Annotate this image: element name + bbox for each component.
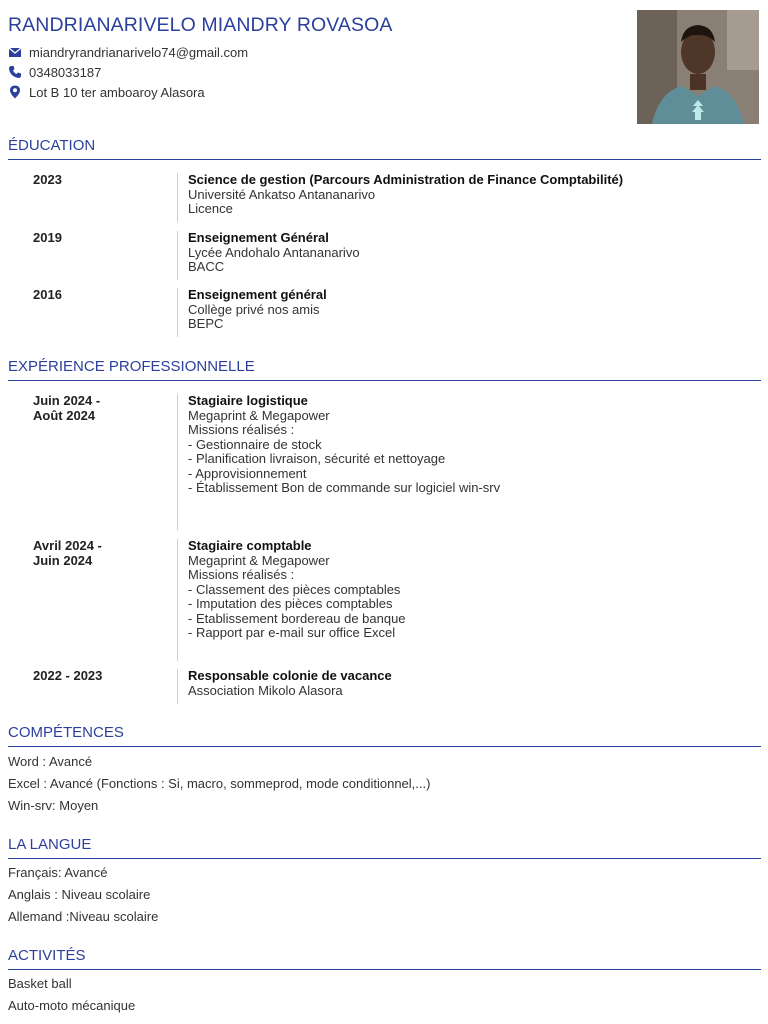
entry-divider	[177, 288, 178, 337]
location-pin-icon	[8, 85, 22, 99]
section-title-languages: LA LANGUE	[8, 835, 761, 859]
entry-title: Stagiaire comptable	[188, 538, 312, 553]
section-title-education: ÉDUCATION	[8, 136, 761, 160]
phone-row	[8, 62, 248, 82]
list-item: Basket ball	[8, 976, 72, 991]
entry-date: 2016	[33, 287, 62, 302]
entry-line: Lycée Andohalo Antananarivo	[188, 244, 360, 260]
entry-date: Avril 2024 - Juin 2024	[33, 538, 102, 568]
contact-info	[8, 42, 248, 102]
entry-date: 2022 - 2023	[33, 668, 103, 683]
address-text: Lot B 10 ter amboaroy Alasora	[29, 84, 205, 100]
entry-date: 2019	[33, 230, 62, 245]
entry-line: Université Ankatso Antananarivo	[188, 186, 376, 202]
list-item: Français: Avancé	[8, 865, 108, 880]
section-title-skills: COMPÉTENCES	[8, 723, 761, 747]
entry-line: BEPC	[188, 316, 224, 331]
entry-line: Missions réalisés :	[188, 422, 295, 437]
entry-title: Enseignement général	[188, 287, 327, 302]
entry-line: - Etablissement bordereau de banque	[188, 610, 406, 626]
activities-list	[8, 973, 135, 1017]
phone-icon	[8, 65, 22, 79]
entry-date: Juin 2024 - Août 2024	[33, 393, 101, 423]
entry-divider	[177, 669, 178, 704]
entry-line: Collège privé nos amis	[188, 301, 320, 317]
email-text: miandryrandrianarivelo74@gmail.com	[29, 44, 249, 60]
list-item: Auto-moto mécanique	[8, 998, 136, 1013]
address-row	[8, 82, 248, 102]
envelope-icon	[8, 45, 22, 59]
list-item: Excel : Avancé (Fonctions : Si, macro, sommeprod, mode conditionnel,...)	[8, 776, 431, 791]
entry-line: - Classement des pièces comptables	[188, 581, 401, 597]
entry-title: Responsable colonie de vacance	[188, 668, 392, 683]
email-row	[8, 42, 248, 62]
list-item: Win-srv: Moyen	[8, 798, 99, 813]
entry-line: - Imputation des pièces comptables	[188, 596, 393, 611]
entry-line: BACC	[188, 259, 225, 274]
languages-list	[8, 862, 158, 928]
profile-photo	[637, 10, 759, 124]
phone-text: 0348033187	[29, 64, 102, 80]
list-item: Allemand :Niveau scolaire	[8, 909, 159, 924]
entry-title: Enseignement Général	[188, 230, 329, 245]
entry-line: - Planification livraison, sécurité et nettoyage	[188, 451, 446, 466]
entry-line: - Établissement Bon de commande sur logiciel win-srv	[188, 480, 501, 495]
entry-date: 2023	[33, 172, 62, 187]
entry-line: Licence	[188, 201, 233, 216]
entry-line: Missions réalisés :	[188, 567, 295, 582]
list-item: Anglais : Niveau scolaire	[8, 887, 151, 902]
section-title-activities: ACTIVITÉS	[8, 946, 761, 970]
entry-line: - Gestionnaire de stock	[188, 436, 322, 452]
entry-line: - Approvisionnement	[188, 465, 307, 481]
entry-divider	[177, 173, 178, 222]
entry-divider	[177, 539, 178, 661]
entry-title: Science de gestion (Parcours Administration de Finance Comptabilité)	[188, 172, 624, 187]
entry-divider	[177, 231, 178, 280]
entry-line: - Rapport par e-mail sur office Excel	[188, 625, 396, 640]
entry-line: Megaprint & Megapower	[188, 552, 330, 568]
entry-divider	[177, 394, 178, 530]
entry-title: Stagiaire logistique	[188, 393, 308, 408]
cv-name: RANDRIANARIVELO MIANDRY ROVASOA	[8, 14, 393, 36]
entry-line: Association Mikolo Alasora	[188, 682, 343, 698]
entry-line: Megaprint & Megapower	[188, 407, 330, 423]
skills-list	[8, 751, 430, 817]
list-item: Word : Avancé	[8, 754, 93, 769]
section-title-experience: EXPÉRIENCE PROFESSIONNELLE	[8, 357, 761, 381]
